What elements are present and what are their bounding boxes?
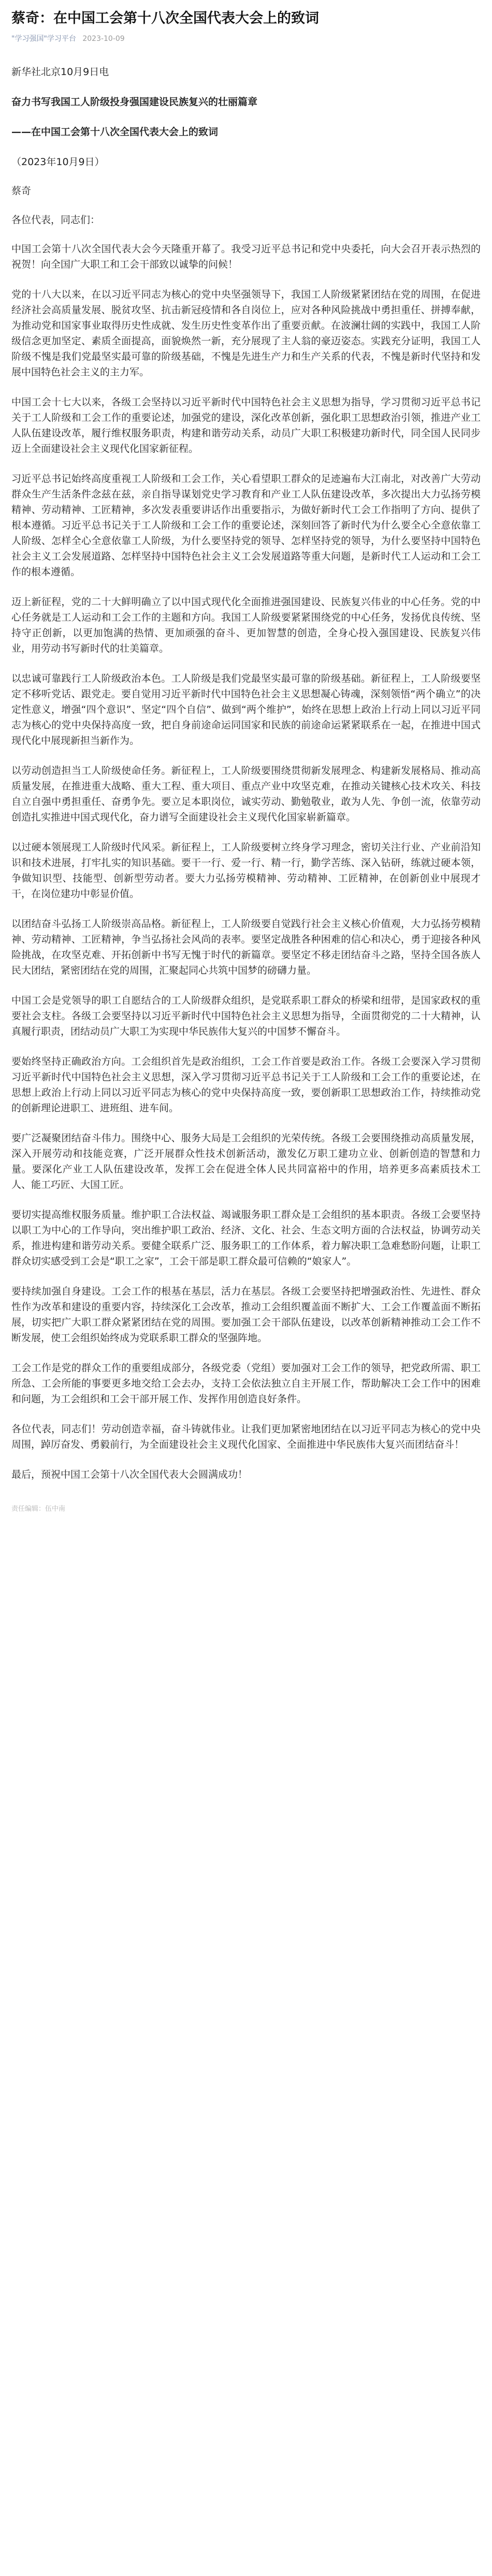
paragraph: 以过硬本领展现工人阶级时代风采。新征程上，工人阶级要树立终身学习理念，密切关注行业、产业前沿知识和技术进展，打牢扎实的知识基础。要干一行、爱一行、精一行，勤学苦练、深入钻研，练就过硬本领，争做知识型、技能型、创新型劳动者。要大力弘扬劳模精神、劳动精神、工匠精神，在创新创业中展现才干，在岗位建功中彰显价值。 xyxy=(11,842,481,900)
paragraph: 中国工会第十八次全国代表大会今天隆重开幕了。我受习近平总书记和党中央委托，向大会召开表示热烈的祝贺！向全国广大职工和工会干部致以诚挚的问候！ xyxy=(11,243,481,270)
dateline: 新华社北京10月9日电 xyxy=(11,66,109,78)
paragraph: 中国工会是党领导的职工自愿结合的工人阶级群众组织，是党联系职工群众的桥梁和纽带，是国家政权的重要社会支柱。各级工会要坚持以习近平新时代中国特色社会主义思想为指导，全面贯彻党的二十大精神，认真履行职责，团结动员广大职工为实现中华民族伟大复兴的中国梦不懈奋斗。 xyxy=(11,995,481,1037)
paragraph: 要始终坚持正确政治方向。工会组织首先是政治组织，工会工作首要是政治工作。各级工会要深入学习贯彻习近平新时代中国特色社会主义思想，深入学习贯彻习近平总书记关于工人阶级和工会工作的重要论述，在思想上政治上行动上同以习近平同志为核心的党中央保持高度一致，要创新职工思想政治工作，持续推动党的创新理论进职工、进班组、进车间。 xyxy=(11,1056,481,1114)
paragraph: 要持续加强自身建设。工会工作的根基在基层，活力在基层。各级工会要坚持把增强政治性、先进性、群众性作为改革和建设的重要内容，持续深化工会改革，推动工会组织覆盖面不断扩大、工会工作覆盖面不断拓展，切实把广大职工群众紧紧团结在党的周围。要加强工会干部队伍建设，以改革创新精神推动工会工作不断发展，使工会组织始终成为党联系职工群众的坚强阵地。 xyxy=(11,1286,481,1344)
article-date: 2023-10-09 xyxy=(82,35,125,43)
greeting: 各位代表，同志们： xyxy=(11,214,100,226)
paragraph: 以团结奋斗弘扬工人阶级崇高品格。新征程上，工人阶级要自觉践行社会主义核心价值观，大力弘扬劳模精神、劳动精神、工匠精神，争当弘扬社会风尚的表率。要坚定战胜各种困难的信心和决心，勇于迎接各种风险挑战，在攻坚克难、开拓创新中书写无愧于时代的新篇章。要坚定不移走团结奋斗之路，坚持全国各族人民大团结，紧密团结在党的周围，汇聚起同心共筑中国梦的磅礴力量。 xyxy=(11,918,481,976)
paragraph: 党的十八大以来，在以习近平同志为核心的党中央坚强领导下，我国工人阶级紧紧团结在党的周围，在促进经济社会高质量发展、脱贫攻坚、抗击新冠疫情和各自岗位上，应对各种风险挑战中勇担重任、拼搏奉献，为推动党和国家事业取得历史性成就、发生历史性变革作出了重要贡献。在波澜壮阔的实践中，我国工人阶级信念更加坚定、素质全面提高，面貌焕然一新，充分展现了主人翁的豪迈姿态。实践充分证明，我国工人阶级不愧是我们党最坚实最可靠的阶级基础，不愧是先进生产力和生产关系的代表，不愧是新时代坚持和发展中国特色社会主义的主力军。 xyxy=(11,289,481,378)
article-title: 蔡奇：在中国工会第十八次全国代表大会上的致词 xyxy=(11,10,319,26)
paragraph: 要广泛凝聚团结奋斗伟力。围绕中心、服务大局是工会组织的光荣传统。各级工会要围绕推动高质量发展，深入开展劳动和技能竞赛，广泛开展群众性技术创新活动，激发亿万职工建功立业、创新创造的智慧和力量。要深化产业工人队伍建设改革，发挥工会在促进全体人民共同富裕中的作用，培养更多高素质技术工人、能工巧匠、大国工匠。 xyxy=(11,1132,481,1190)
editor-credit: 责任编辑：伍中南 xyxy=(11,1505,66,1513)
article-meta xyxy=(11,33,481,43)
speaker-name: 蔡奇 xyxy=(11,185,32,197)
subheadline: ——在中国工会第十八次全国代表大会上的致词 xyxy=(11,126,219,138)
paragraph: 以劳动创造担当工人阶级使命任务。新征程上，工人阶级要围绕贯彻新发展理念、构建新发展格局、推动高质量发展，在推进重大战略、重大工程、重大项目、重点产业中攻坚克难，在推动关键核心技术攻关、科技自立自强中勇担重任、奋勇争先。要立足本职岗位，诚实劳动、勤勉敬业，敢为人先、争创一流，依靠劳动创造扎实推进中国式现代化，奋力谱写全面建设社会主义现代化国家崭新篇章。 xyxy=(11,765,481,823)
paragraph: 要切实提高维权服务质量。维护职工合法权益、竭诚服务职工群众是工会组织的基本职责。各级工会要坚持以职工为中心的工作导向，突出维护职工政治、经济、文化、社会、生态文明方面的合法权益，协调劳动关系，推进构建和谐劳动关系。要健全联系广泛、服务职工的工作体系，着力解决职工急难愁盼问题，让职工群众切实感受到工会是“职工之家”，工会干部是职工群众最可信赖的“娘家人”。 xyxy=(11,1209,481,1267)
paragraph: 各位代表，同志们！劳动创造幸福，奋斗铸就伟业。让我们更加紧密地团结在以习近平同志为核心的党中央周围，踔厉奋发、勇毅前行，为全面建设社会主义现代化国家、全面推进中华民族伟大复兴而团结奋斗！ xyxy=(11,1423,481,1450)
date-note: （2023年10月9日） xyxy=(11,156,105,168)
article-source[interactable]: "学习强国"学习平台 xyxy=(11,35,76,43)
paragraph: 习近平总书记始终高度重视工人阶级和工会工作，关心看望职工群众的足迹遍布大江南北，对改善广大劳动群众生产生活条件念兹在兹，亲自指导谋划党史学习教育和产业工人队伍建设改革，多次提出大力弘扬劳模精神、劳动精神、工匠精神，多次发表重要讲话作出重要指示，为做好新时代工会工作指明了方向、提供了根本遵循。习近平总书记关于工人阶级和工会工作的重要论述，深刻回答了新时代为什么要全心全意依靠工人阶级、怎样全心全意依靠工人阶级，为什么要坚持党的领导、怎样坚持党的领导，为什么要坚持中国特色社会主义工会发展道路、怎样坚持中国特色社会主义工会发展道路等重大问题，是新时代工人运动和工会工作的根本遵循。 xyxy=(11,473,481,578)
paragraph: 中国工会十七大以来，各级工会坚持以习近平新时代中国特色社会主义思想为指导，学习贯彻习近平总书记关于工人阶级和工会工作的重要论述，加强党的建设，深化改革创新，强化职工思想政治引领，推进产业工人队伍建设改革，履行维权服务职责，构建和谐劳动关系，动员广大职工积极建功新时代，同全国人民同步迈上全面建设社会主义现代化国家新征程。 xyxy=(11,396,481,454)
paragraph: 迈上新征程，党的二十大鲜明确立了以中国式现代化全面推进强国建设、民族复兴伟业的中心任务。党的中心任务就是工人运动和工会工作的主题和方向。我国工人阶级要紧紧围绕党的中心任务，发扬优良传统、坚持守正创新，以更加饱满的热情、更加顽强的奋斗、更加智慧的创造，全身心投入强国建设、民族复兴伟业，用劳动书写新时代的壮美篇章。 xyxy=(11,596,481,654)
paragraph: 最后，预祝中国工会第十八次全国代表大会圆满成功！ xyxy=(11,1469,248,1480)
headline: 奋力书写我国工人阶级投身强国建设民族复兴的壮丽篇章 xyxy=(11,96,258,108)
paragraph: 工会工作是党的群众工作的重要组成部分，各级党委（党组）要加强对工会工作的领导，把党政所需、职工所急、工会所能的事要更多地交给工会去办，支持工会依法独立自主开展工作，帮助解决工会工作中的困难和问题，为工会组织和工会干部开展工作、发挥作用创造良好条件。 xyxy=(11,1362,481,1405)
paragraph: 以忠诚可靠践行工人阶级政治本色。工人阶级是我们党最坚实最可靠的阶级基础。新征程上，工人阶级要坚定不移听党话、跟党走。要自觉用习近平新时代中国特色社会主义思想凝心铸魂，深刻领悟“两个确立”的决定性意义，增强“四个意识”、坚定“四个自信”、做到“两个维护”，始终在思想上政治上行动上同以习近平同志为核心的党中央保持高度一致，把自身前途命运同国家和民族的前途命运紧紧联系在一起，在推进中国式现代化中展现新担当新作为。 xyxy=(11,673,481,746)
